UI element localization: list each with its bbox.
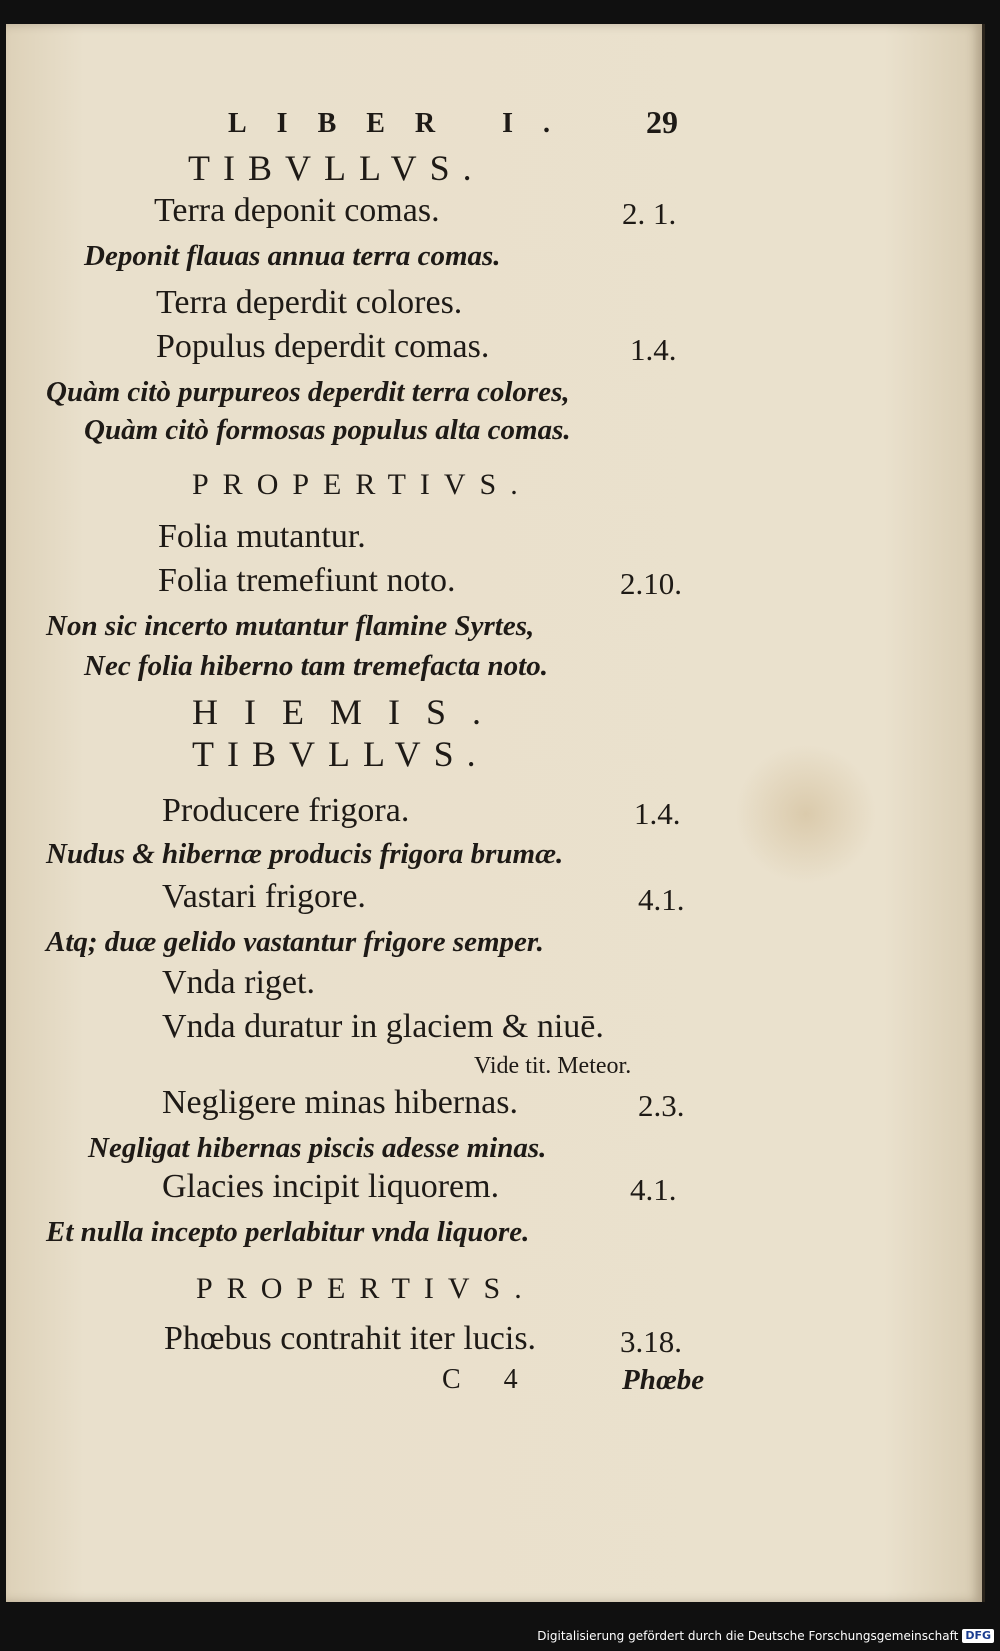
quote-line: Quàm citò formosas populus alta comas. [84,414,571,446]
lemma-line: Vnda riget. [162,964,315,1001]
quote-line: Non sic incerto mutantur flamine Syrtes, [46,610,535,642]
section-heading: HIEMIS. [192,692,507,732]
lemma-line: Producere frigora. [162,792,410,829]
reference: 2.3. [638,1088,685,1123]
lemma-line: Populus deperdit comas. [156,328,490,365]
signature-mark: C 4 [442,1364,536,1395]
reference: 1.4. [634,796,681,831]
reference: 2. 1. [622,196,677,231]
quote-line: Nudus & hibernæ producis frigora brumæ. [46,838,564,870]
lemma-line: Vnda duratur in glaciem & niuē. [162,1008,604,1045]
lemma-line: Terra deponit comas. [154,192,440,229]
author-heading: TIBVLLVS. [192,734,489,774]
author-heading: PROPERTIVS. [192,468,532,501]
author-heading: TIBVLLVS. [188,148,485,188]
reference: 2.10. [620,566,682,601]
quote-line: Negligat hibernas piscis adesse minas. [88,1132,547,1164]
lemma-line: Phœbus contrahit iter lucis. [164,1320,537,1357]
book-page [6,24,985,1602]
author-heading: PROPERTIVS. [196,1272,536,1305]
quote-line: Deponit flauas annua terra comas. [84,240,501,272]
running-head: LIBER I. [228,108,581,139]
lemma-line: Glacies incipit liquorem. [162,1168,500,1205]
catchword: Phœbe [622,1364,705,1396]
cross-reference-note: Vide tit. Meteor. [474,1053,632,1079]
lemma-line: Terra deperdit colores. [156,284,463,321]
page-number: 29 [646,104,678,140]
lemma-line: Negligere minas hibernas. [162,1084,518,1121]
reference: 1.4. [630,332,677,367]
dfg-logo: DFG [962,1629,994,1643]
quote-line: Quàm citò purpureos deperdit terra colores, [46,376,570,408]
reference: 4.1. [630,1172,677,1207]
lemma-line: Folia mutantur. [158,518,366,555]
digitization-footer [537,1627,994,1645]
quote-line: Nec folia hiberno tam tremefacta noto. [84,650,548,682]
quote-line: Atq; duæ gelido vastantur frigore semper. [46,926,544,958]
footer-text: Digitalisierung gefördert durch die Deutsche Forschungsgemeinschaft [537,1629,959,1643]
lemma-line: Vastari frigore. [162,878,366,915]
quote-line: Et nulla incepto perlabitur vnda liquore. [46,1216,530,1248]
reference: 4.1. [638,882,685,917]
lemma-line: Folia tremefiunt noto. [158,562,456,599]
reference: 3.18. [620,1324,682,1359]
